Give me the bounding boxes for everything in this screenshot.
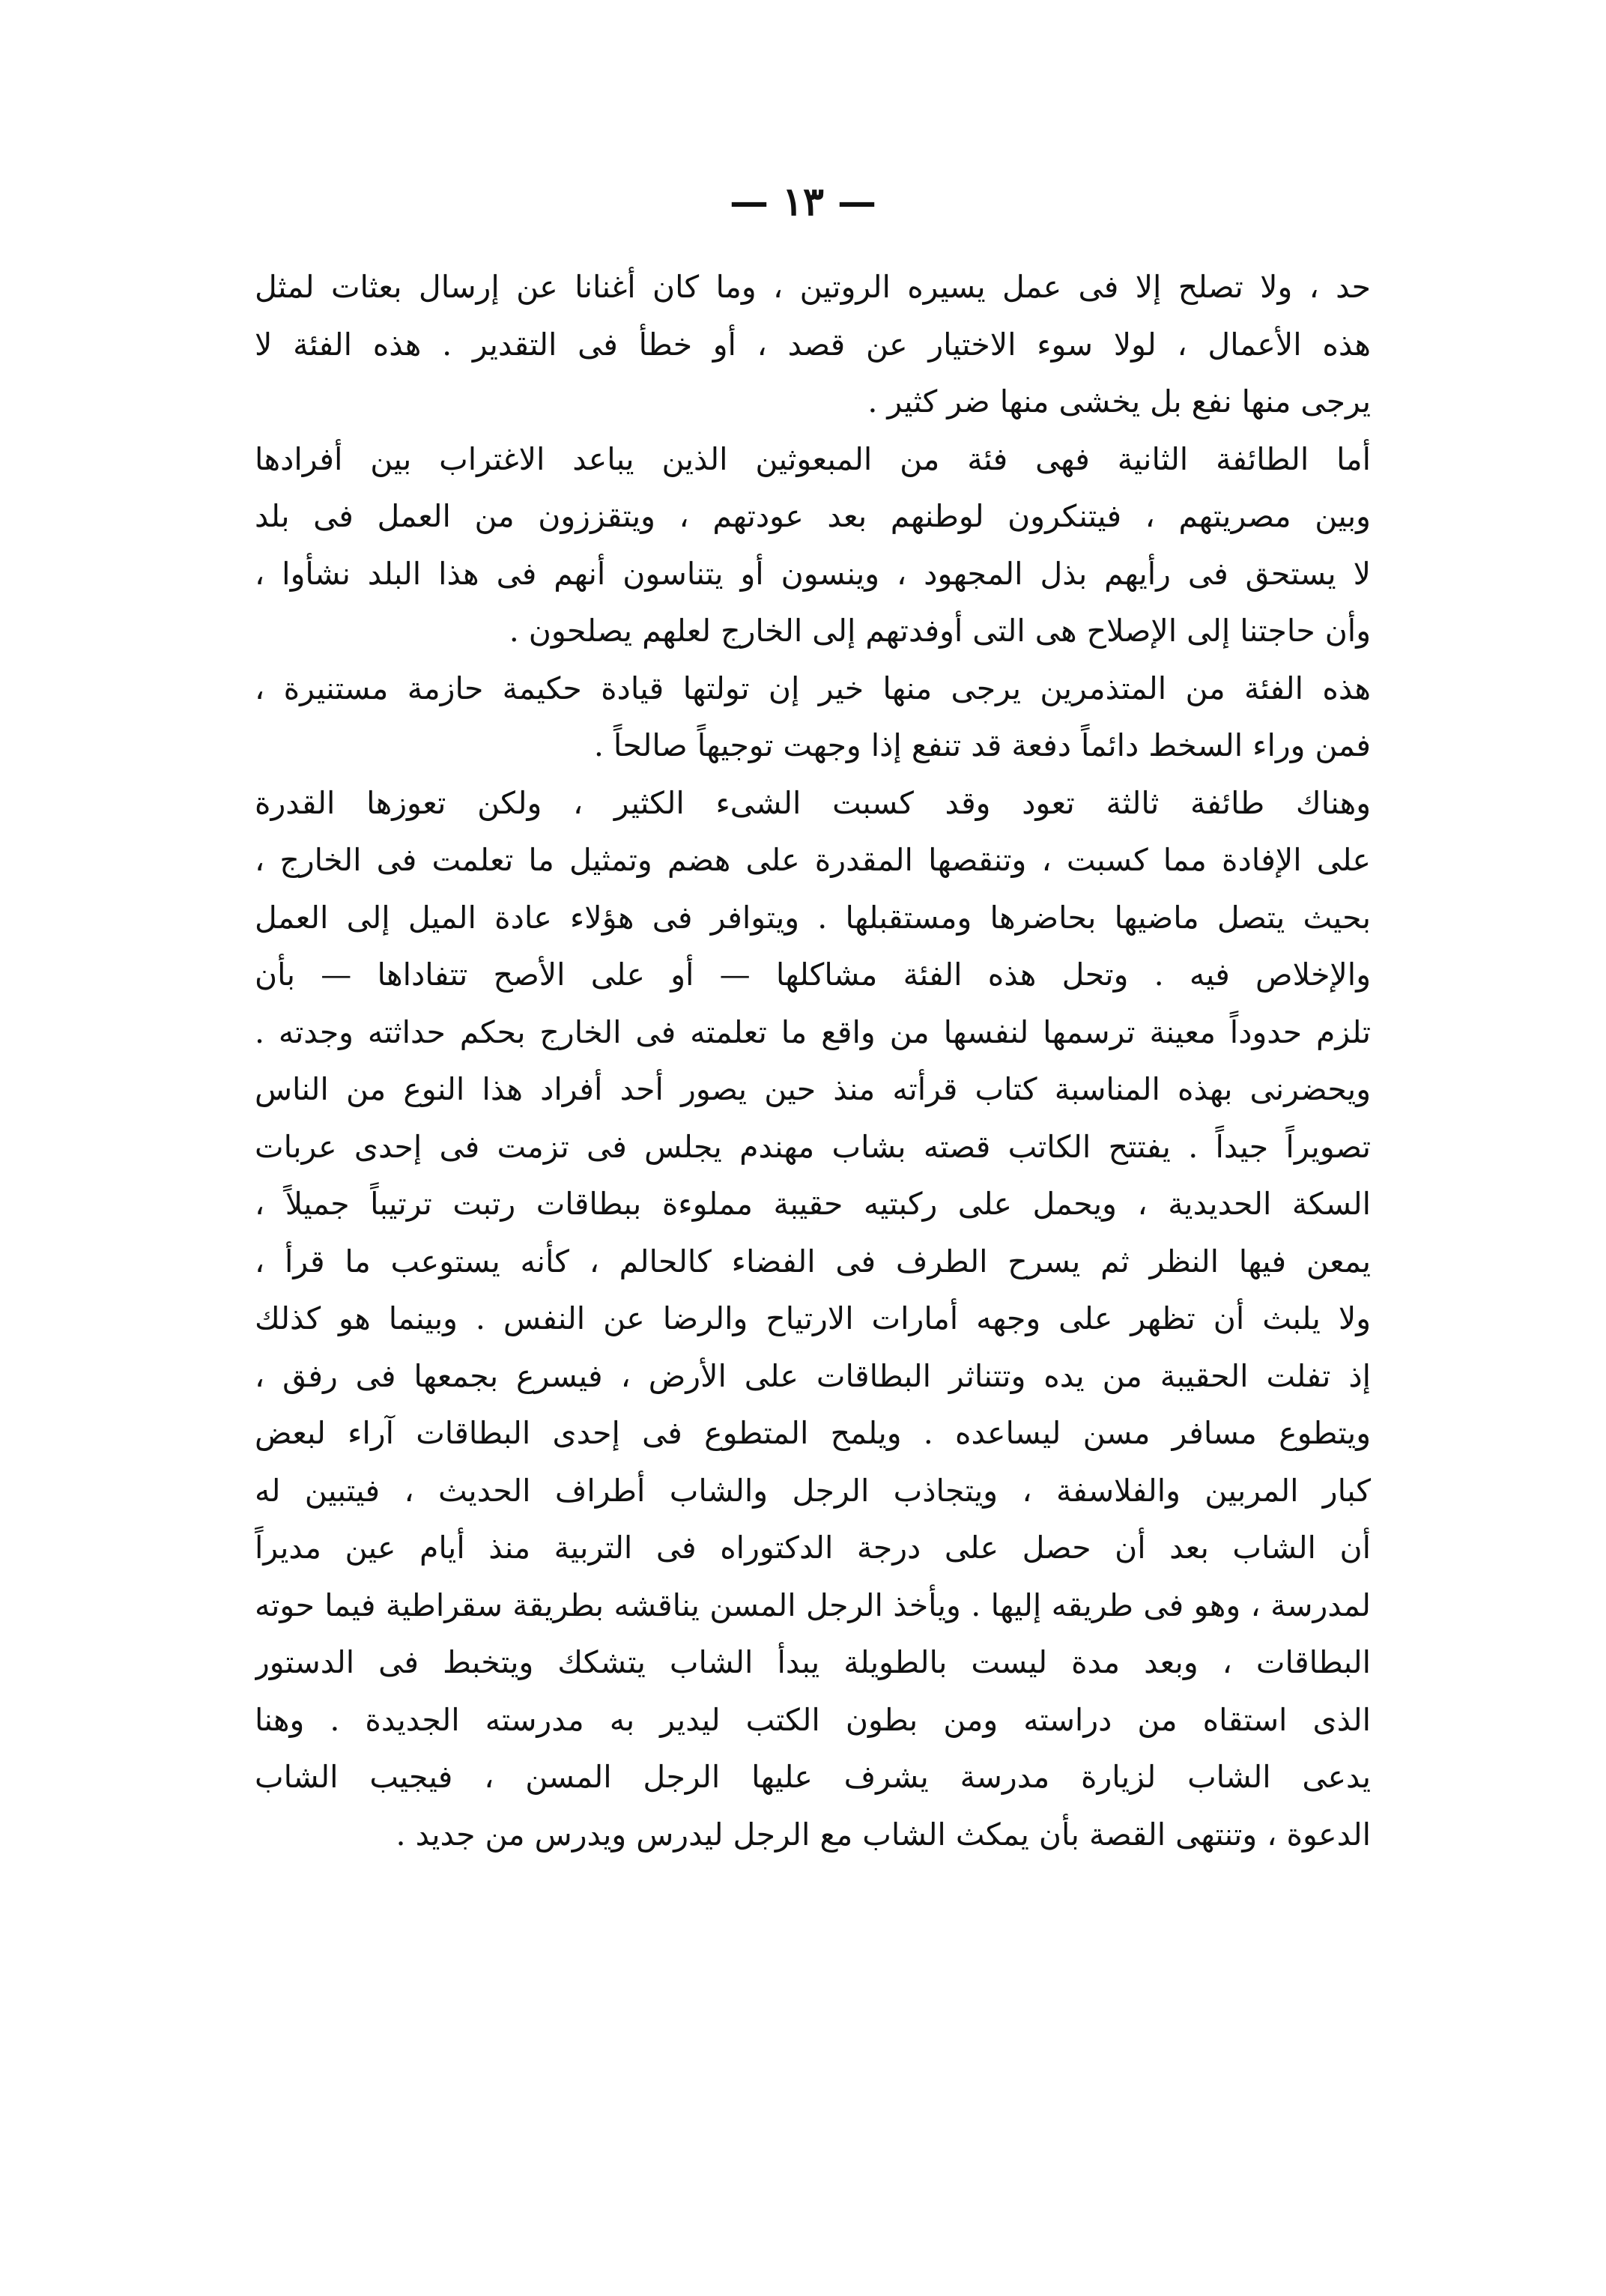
text-line: ويتطوع مسافر مسن ليساعده . ويلمح المتطوع فى إحدى البطاقات آراء لبعض — [255, 1415, 1371, 1451]
text-line: كبار المربين والفلاسفة ، ويتجاذب الرجل والشاب أطراف الحديث ، فيتبين له — [255, 1472, 1371, 1509]
text-line: ولا يلبث أن تظهر على وجهه أمارات الارتياح والرضا عن النفس . وبينما هو كذلك — [255, 1300, 1371, 1336]
text-line: السكة الحديدية ، ويحمل على ركبتيه حقيبة مملوءة ببطاقات رتبت ترتيباً جميلاً ، — [255, 1186, 1371, 1222]
text-line: وهناك طائفة ثالثة تعود وقد كسبت الشىء الكثير ، ولكن تعوزها القدرة — [255, 784, 1371, 821]
text-line: على الإفادة مما كسبت ، وتنقصها المقدرة على هضم وتمثيل ما تعلمت فى الخارج ، — [255, 842, 1371, 878]
text-line: ويحضرنى بهذه المناسبة كتاب قرأته منذ حين يصور أحد أفراد هذا النوع من الناس — [255, 1071, 1371, 1107]
text-line: الذى استقاه من دراسته ومن بطون الكتب ليدير به مدرسته الجديدة . وهنا — [255, 1701, 1371, 1738]
text-line: البطاقات ، وبعد مدة ليست بالطويلة يبدأ الشاب يتشكك ويتخبط فى الدستور — [255, 1644, 1371, 1680]
text-line: فمن وراء السخط دائماً دفعة قد تنفع إذا وجهت توجيهاً صالحاً . — [593, 727, 1371, 763]
text-line: والإخلاص فيه . وتحل هذه الفئة مشاكلها — أو على الأصح تتفاداها — بأن — [255, 957, 1371, 993]
body-text — [255, 258, 1371, 1863]
text-line: يمعن فيها النظر ثم يسرح الطرف فى الفضاء كالحالم ، كأنه يستوعب ما قرأ ، — [255, 1243, 1371, 1279]
text-line: وأن حاجتنا إلى الإصلاح هى التى أوفدتهم إلى الخارج لعلهم يصلحون . — [509, 613, 1371, 649]
text-line: الدعوة ، وتنتهى القصة بأن يمكث الشاب مع الرجل ليدرس ويدرس من جديد . — [396, 1816, 1371, 1853]
page-number: — ١٣ — — [729, 179, 877, 225]
text-line: حد ، ولا تصلح إلا فى عمل يسيره الروتين ، وما كان أغنانا عن إرسال بعثات لمثل — [255, 269, 1371, 305]
text-line: أن الشاب بعد أن حصل على درجة الدكتوراه فى التربية منذ أيام عين مديراً — [255, 1530, 1371, 1566]
text-line: إذ تفلت الحقيبة من يده وتتناثر البطاقات على الأرض ، فيسرع بجمعها فى رفق ، — [255, 1357, 1371, 1394]
text-line: هذه الأعمال ، لولا سوء الاختيار عن قصد ، أو خطأ فى التقدير . هذه الفئة لا — [255, 326, 1371, 363]
text-line: لمدرسة ، وهو فى طريقه إليها . ويأخذ الرجل المسن يناقشه بطريقة سقراطية فيما حوته — [255, 1587, 1371, 1623]
text-line: يدعى الشاب لزيارة مدرسة يشرف عليها الرجل المسن ، فيجيب الشاب — [255, 1759, 1371, 1795]
text-line: هذه الفئة من المتذمرين يرجى منها خير إن تولتها قيادة حكيمة حازمة مستنيرة ، — [255, 670, 1371, 706]
text-line: بحيث يتصل ماضيها بحاضرها ومستقبلها . ويتوافر فى هؤلاء عادة الميل إلى العمل — [255, 899, 1371, 936]
text-line: تلزم حدوداً معينة ترسمها لنفسها من واقع ما تعلمته فى الخارج بحكم حداثته وجدته . — [255, 1014, 1371, 1050]
text-line: تصويراً جيداً . يفتتح الكاتب قصته بشاب مهندم يجلس فى تزمت فى إحدى عربات — [255, 1128, 1371, 1165]
text-line: وبين مصريتهم ، فيتنكرون لوطنهم بعد عودتهم ، ويتقززون من العمل فى بلد — [255, 498, 1371, 534]
text-line: يرجى منها نفع بل يخشى منها ضر كثير . — [867, 384, 1371, 419]
text-line: أما الطائفة الثانية فهى فئة من المبعوثين الذين يباعد الاغتراب بين أفرادها — [255, 440, 1371, 477]
text-line: لا يستحق فى رأيهم بذل المجهود ، وينسون أو يتناسون أنهم فى هذا البلد نشأوا ، — [255, 555, 1371, 592]
